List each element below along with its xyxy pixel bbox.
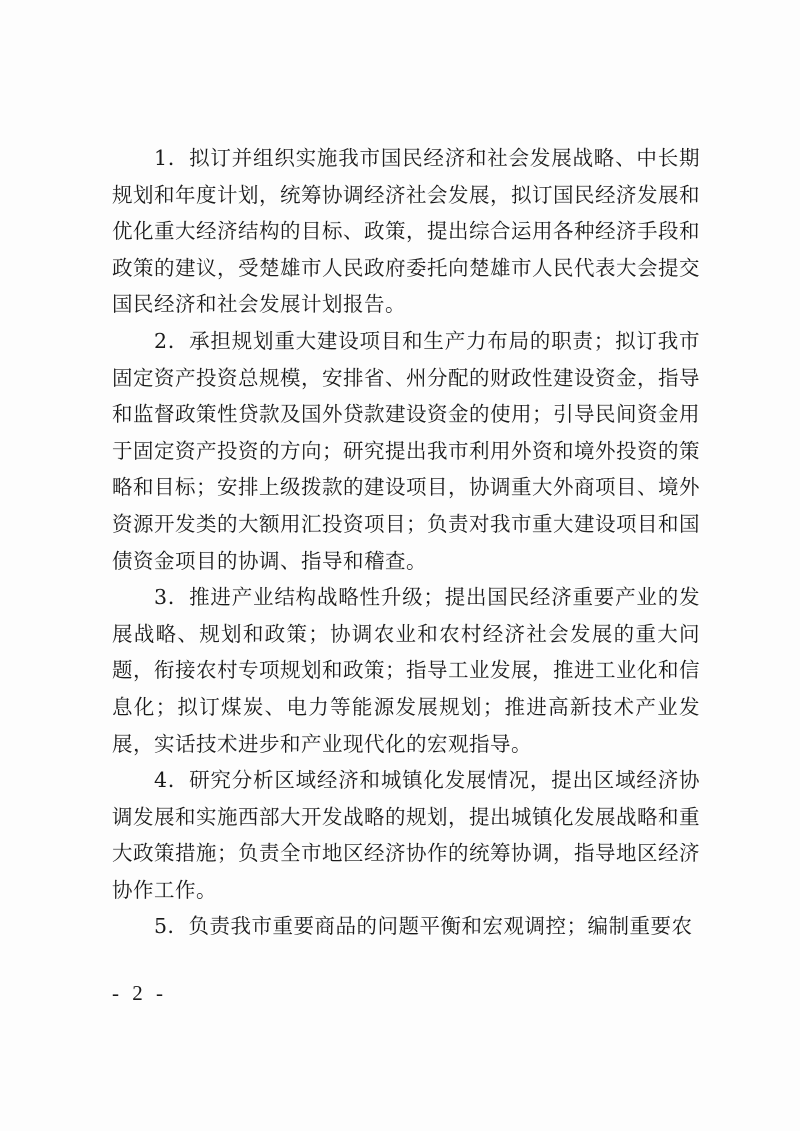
paragraph-4: 4．研究分析区域经济和城镇化发展情况，提出区域经济协调发展和实施西部大开发战略的规划，提出城镇化发展战略和重大政策措施；负责全市地区经济协作的统筹协调，指导地区经济协作工作。	[112, 768, 700, 902]
page-number: - 2 -	[112, 981, 167, 1005]
paragraph-3: 3．推进产业结构战略性升级；提出国民经济重要产业的发展战略、规划和政策；协调农业和农村经济社会发展的重大问题，衔接农村专项规划和政策；指导工业发展，推进工业化和信息化；拟订煤炭、电力等能源发展规划；推进高新技术产业发展，实话技术进步和产业现代化的宏观指导。	[112, 585, 700, 756]
paragraph-1: 1．拟订并组织实施我市国民经济和社会发展战略、中长期规划和年度计划，统筹协调经济社会发展，拟订国民经济发展和优化重大经济结构的目标、政策，提出综合运用各种经济手段和政策的建议，受楚雄市人民政府委托向楚雄市人民代表大会提交国民经济和社会发展计划报告。	[112, 146, 700, 317]
paragraph-2: 2．承担规划重大建设项目和生产力布局的职责；拟订我市固定资产投资总规模，安排省、州分配的财政性建设资金，指导和监督政策性贷款及国外贷款建设资金的使用；引导民间资金用于固定资产投资的方向；研究提出我市利用外资和境外投资的策略和目标；安排上级拨款的建设项目，协调重大外商项目、境外资源开发类的大额用汇投资项目；负责对我市重大建设项目和国债资金项目的协调、指导和稽查。	[112, 328, 700, 573]
document-body	[112, 140, 700, 945]
paragraph-5: 5．负责我市重要商品的问题平衡和宏观调控；编制重要农	[154, 914, 693, 939]
